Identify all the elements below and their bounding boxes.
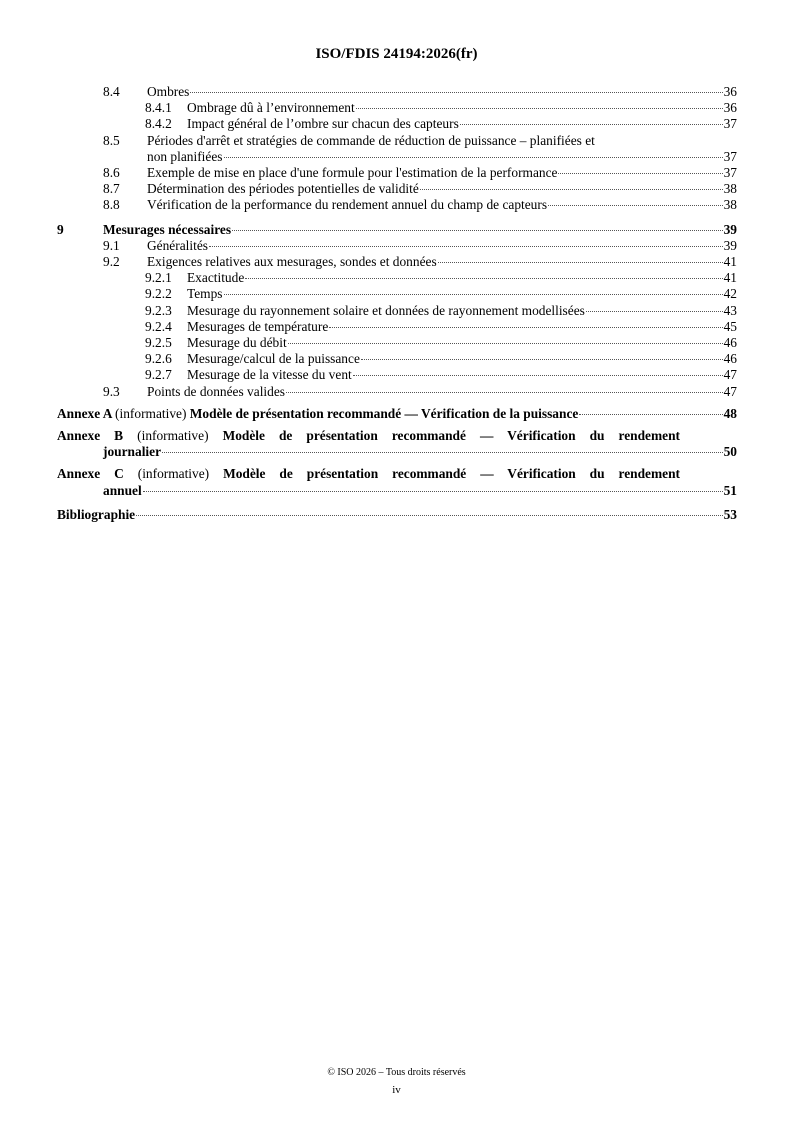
dot-leader	[361, 359, 723, 360]
toc-entry[interactable]	[57, 270, 737, 286]
toc-entry-number: 8.4.2	[145, 116, 172, 132]
dot-leader	[438, 262, 723, 263]
toc-entry[interactable]	[57, 100, 737, 116]
toc-entry-title[interactable]: Détermination des périodes potentielles de validité	[147, 181, 419, 197]
toc-entry-title[interactable]: Exactitude	[187, 270, 245, 286]
toc-entry[interactable]	[57, 254, 737, 270]
dot-leader	[558, 173, 722, 174]
annex-type: (informative)	[137, 428, 209, 444]
annex-heading-continuation[interactable]: journalier	[103, 444, 162, 460]
toc-entry[interactable]	[57, 165, 737, 181]
toc-entry-body	[187, 286, 737, 302]
dot-leader	[420, 189, 723, 190]
toc-page-number[interactable]: 47	[723, 367, 737, 383]
annex-heading-continuation[interactable]: annuel	[103, 482, 142, 498]
toc-entry-title[interactable]: Périodes d'arrêt et stratégies de commande de réduction de puissance – planifiées et	[147, 132, 595, 148]
document-header: ISO/FDIS 24194:2026(fr)	[315, 46, 478, 62]
toc-entry[interactable]	[57, 84, 737, 100]
toc-page-number[interactable]: 53	[723, 506, 737, 522]
toc-entry-title[interactable]: Points de données valides	[147, 383, 285, 399]
toc-page-number[interactable]: 37	[723, 165, 737, 181]
annex-entry-continuation[interactable]	[57, 483, 737, 499]
toc-entry[interactable]	[57, 238, 737, 254]
toc-entry-number: 9.1	[103, 237, 120, 253]
dot-leader	[136, 515, 722, 516]
dot-leader	[143, 491, 723, 492]
dot-leader	[579, 414, 722, 415]
toc-entry-body	[187, 335, 737, 351]
toc-page-number[interactable]: 42	[723, 286, 737, 302]
annex-heading: Modèle de présentation recommandé — Vérification de la puissance	[189, 405, 579, 421]
toc-entry[interactable]	[57, 197, 737, 213]
toc-page-number[interactable]: 48	[723, 405, 737, 421]
toc-page-number[interactable]: 38	[723, 181, 737, 197]
dot-leader	[224, 157, 723, 158]
toc-entry-title[interactable]: non planifiées	[147, 148, 223, 164]
toc-entry-body	[103, 444, 737, 460]
toc-entry-title[interactable]: Mesurages de température	[187, 318, 329, 334]
toc-entry-number: 9	[57, 221, 64, 237]
toc-entry-body	[147, 254, 737, 270]
toc-entry-title[interactable]: Mesurage du débit	[187, 335, 287, 351]
toc-entry-number: 8.6	[103, 165, 120, 181]
annex-entry-continuation[interactable]	[57, 444, 737, 460]
bibliography-entry[interactable]	[57, 507, 737, 523]
toc-entry-title[interactable]: Vérification de la performance du rendement annuel du champ de capteurs	[147, 197, 548, 213]
toc-entry-number: 8.7	[103, 181, 120, 197]
dot-leader	[586, 311, 723, 312]
dot-leader	[286, 392, 723, 393]
toc-entry[interactable]	[57, 133, 737, 149]
toc-entry-title[interactable]: Mesurages nécessaires	[103, 221, 232, 237]
annex-type: (informative)	[115, 405, 187, 421]
toc-page-number[interactable]: 50	[723, 444, 737, 460]
toc-entry-body	[187, 319, 737, 335]
toc-entry-number: 9.2.3	[145, 302, 172, 318]
dot-leader	[232, 230, 723, 231]
toc-entry-number: 9.2.1	[145, 270, 172, 286]
annex-label: Annexe C	[57, 466, 124, 482]
annex-entry[interactable]	[57, 428, 737, 444]
toc-entry-body	[147, 238, 737, 254]
toc-page-number[interactable]: 38	[723, 197, 737, 213]
toc-entry-body	[187, 100, 737, 116]
annex-title[interactable]	[57, 428, 680, 444]
toc-entry-title[interactable]: Généralités	[147, 237, 208, 253]
toc-entry-body	[147, 181, 737, 197]
toc-entry[interactable]	[57, 181, 737, 197]
toc-page-number[interactable]: 37	[723, 116, 737, 132]
page-number: iv	[392, 1084, 401, 1096]
toc-entry-body	[57, 507, 737, 523]
toc-entry-number: 9.2.6	[145, 351, 172, 367]
table-of-contents	[57, 84, 737, 523]
toc-entry-title[interactable]: Impact général de l’ombre sur chacun des capteurs	[187, 116, 459, 132]
toc-entry-number: 9.2.7	[145, 367, 172, 383]
dot-leader	[288, 343, 723, 344]
annex-type: (informative)	[137, 466, 210, 482]
toc-entry[interactable]	[57, 367, 737, 383]
toc-entry[interactable]	[57, 286, 737, 302]
toc-page-number[interactable]: 37	[723, 148, 737, 164]
dot-leader	[353, 375, 723, 376]
toc-entry[interactable]	[57, 222, 737, 238]
toc-entry[interactable]	[57, 303, 737, 319]
toc-entry-body	[147, 149, 737, 165]
annex-body	[57, 466, 737, 482]
toc-page-number[interactable]: 46	[723, 351, 737, 367]
toc-entry-body	[147, 197, 737, 213]
toc-entry-title[interactable]: Ombrage dû à l’environnement	[187, 100, 355, 116]
toc-entry-number: 9.2.2	[145, 286, 172, 302]
toc-page-number[interactable]: 47	[723, 383, 737, 399]
toc-entry-number: 8.8	[103, 197, 120, 213]
bibliography-title[interactable]: Bibliographie	[57, 506, 136, 522]
toc-entry-body	[147, 84, 737, 100]
toc-page-number[interactable]: 41	[723, 270, 737, 286]
copyright-footer: © ISO 2026 – Tous droits réservés	[327, 1067, 466, 1078]
toc-entry-number: 8.4.1	[145, 100, 172, 116]
annex-entry[interactable]	[57, 406, 737, 422]
dot-leader	[224, 294, 723, 295]
toc-entry-body	[147, 384, 737, 400]
toc-entry[interactable]	[57, 335, 737, 351]
toc-entry[interactable]	[57, 384, 737, 400]
toc-entry-title[interactable]: Exigences relatives aux mesurages, sondes et données	[147, 254, 437, 270]
toc-page-number[interactable]: 39	[723, 221, 737, 237]
annex-heading: Modèle de présentation recommandé — Vérification du rendement	[223, 466, 680, 482]
toc-entry-body	[147, 133, 737, 149]
toc-entry-title[interactable]: Mesurage/calcul de la puissance	[187, 351, 360, 367]
toc-entry-body	[57, 406, 737, 422]
toc-entry-continuation[interactable]	[57, 149, 737, 165]
toc-entry-number: 8.5	[103, 132, 120, 148]
annex-label: Annexe A	[57, 405, 112, 421]
dot-leader	[460, 124, 723, 125]
toc-entry-title[interactable]: Exemple de mise en place d'une formule pour l'estimation de la performance	[147, 165, 558, 181]
dot-leader	[190, 92, 722, 93]
toc-entry-number: 9.2	[103, 254, 120, 270]
annex-label: Annexe B	[57, 428, 124, 444]
toc-entry-body	[187, 351, 737, 367]
toc-entry[interactable]	[57, 116, 737, 132]
dot-leader	[209, 246, 723, 247]
toc-page-number[interactable]: 41	[723, 254, 737, 270]
toc-entry-body	[187, 367, 737, 383]
toc-entry-number: 9.3	[103, 383, 120, 399]
toc-entry-title[interactable]: Mesurage de la vitesse du vent	[187, 367, 352, 383]
toc-entry-body	[103, 222, 737, 238]
annex-body	[57, 428, 737, 444]
toc-page-number[interactable]: 51	[723, 482, 737, 498]
toc-page-number[interactable]: 45	[723, 318, 737, 334]
toc-entry-number: 9.2.5	[145, 335, 172, 351]
toc-entry-title[interactable]: Temps	[187, 286, 223, 302]
toc-page-number[interactable]: 39	[723, 237, 737, 253]
dot-leader	[356, 108, 723, 109]
annex-heading: Modèle de présentation recommandé — Vérification du rendement	[222, 428, 680, 444]
dot-leader	[162, 452, 723, 453]
toc-entry-body	[187, 270, 737, 286]
toc-entry-number: 8.4	[103, 84, 120, 99]
toc-entry-title[interactable]: Mesurage du rayonnement solaire et données de rayonnement modellisées	[187, 302, 585, 318]
annex-entry[interactable]	[57, 466, 737, 482]
dot-leader	[245, 278, 722, 279]
toc-entry-title[interactable]: Ombres	[147, 84, 190, 99]
toc-entry-body	[147, 165, 737, 181]
annex-title[interactable]	[57, 466, 680, 482]
dot-leader	[329, 327, 722, 328]
toc-entry[interactable]	[57, 351, 737, 367]
toc-page-number[interactable]: 46	[723, 335, 737, 351]
toc-page-number[interactable]: 36	[723, 84, 737, 99]
toc-page-number[interactable]: 36	[723, 100, 737, 116]
toc-entry-body	[103, 483, 737, 499]
toc-entry-number: 9.2.4	[145, 318, 172, 334]
toc-entry-body	[187, 116, 737, 132]
dot-leader	[548, 205, 723, 206]
toc-entry-body	[187, 303, 737, 319]
toc-entry[interactable]	[57, 319, 737, 335]
toc-page-number[interactable]: 43	[723, 302, 737, 318]
annex-title[interactable]	[57, 406, 578, 422]
